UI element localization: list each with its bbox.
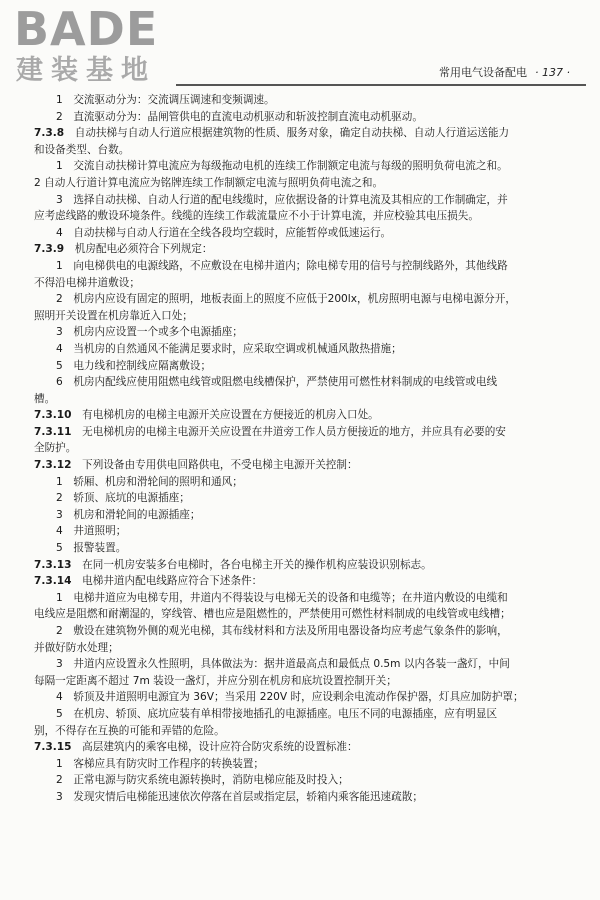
text-line [34,474,582,491]
text-line [34,142,582,159]
text-line [34,109,582,126]
line-text: 自动扶梯与自动人行道应根据建筑物的性质、服务对象，确定自动扶梯、自动人行道运送能力 [64,127,510,140]
clause-number: 7.3.9 [34,243,65,256]
line-text: 1 电梯井道应为电梯专用，井道内不得装设与电梯无关的设备和电缆等；在井道内敷设的电缆和 [56,591,508,604]
line-text: 5 电力线和控制线应隔离敷设； [56,359,212,372]
header-rule [176,84,586,86]
text-line [34,573,582,590]
text-line [34,341,582,358]
text-line [34,490,582,507]
line-text: 别，不得存在互换的可能和弄错的危险。 [34,724,225,737]
line-text: 4 自动扶梯与自动人行道在全线各段均空载时，应能暂停或低速运行。 [56,226,392,239]
text-line [34,391,582,408]
clause-number: 7.3.11 [34,425,72,438]
line-text: 2 正常电源与防灾系统电源转换时，消防电梯应能及时投入； [56,774,349,787]
line-text: 3 选择自动扶梯、自动人行道的配电线缆时，应依据设备的计算电流及其相应的工作制确定，并 [56,193,508,206]
line-text: 电梯井道内配电线路应符合下述条件： [71,575,263,588]
text-line [34,407,582,424]
clause-number: 7.3.14 [34,575,72,588]
line-text: 4 井道照明； [56,525,127,538]
text-line [34,225,582,242]
line-text: 电线应是阻燃和耐潮湿的，穿线管、槽也应是阻燃性的，严禁使用可燃性材料制成的电线管或电线槽； [34,608,511,621]
text-line [34,241,582,258]
text-line [34,308,582,325]
header-section-title: 常用电气设备配电 [439,66,528,79]
text-line [34,424,582,441]
line-text: 5 报警装置。 [56,542,127,555]
text-line [34,208,582,225]
text-line [34,358,582,375]
text-line [34,374,582,391]
line-text: 2 直流驱动分为：晶闸管供电的直流电动机驱动和斩波控制直流电动机驱动。 [56,110,423,123]
line-text: 1 轿厢、机房和滑轮间的照明和通风； [56,475,243,488]
page-number: · 137 · [535,66,570,79]
logo-wordmark: BADE [14,2,159,56]
clause-number: 7.3.15 [34,741,72,754]
text-line [34,258,582,275]
line-text: 6 机房内配线应使用阻燃电线管或阻燃电线槽保护，严禁使用可燃性材料制成的电线管或电线 [56,376,498,389]
line-text: 5 在机房、轿顶、底坑应装有单相带接地插孔的电源插座。电压不同的电源插座，应有明显区 [56,707,498,720]
clause-number: 7.3.8 [34,127,65,140]
line-text: 槽。 [34,392,56,405]
line-text: 2 自动人行道计算电流应为铭牌连续工作制额定电流与照明负荷电流之和。 [34,176,384,189]
text-line [34,523,582,540]
logo-subtitle: 建装基地 [16,55,156,86]
text-line [34,440,582,457]
line-text: 3 机房内应设置一个或多个电源插座； [56,326,243,339]
text-line [34,739,582,756]
document-body [34,92,582,806]
text-line [34,723,582,740]
text-line [34,507,582,524]
text-line [34,457,582,474]
line-text: 下列设备由专用供电回路供电，不受电梯主电源开关控制： [71,459,358,472]
line-text: 3 发现灾情后电梯能迅速依次停落在首层或指定层，轿箱内乘客能迅速疏散； [56,790,423,803]
line-text: 1 交流驱动分为：交流调压调速和变频调速。 [56,94,275,106]
text-line [34,275,582,292]
text-line [34,756,582,773]
line-text: 2 机房内应设有固定的照明，地板表面上的照度不应低于200lx，机房照明电源与电梯电源分开， [56,293,516,306]
text-line [34,789,582,806]
line-text: 并做好防水处理； [34,641,119,654]
line-text: 3 井道内应设置永久性照明，具体做法为：据井道最高点和最低点 0.5m 以内各装一盏灯，中间 [56,658,510,671]
line-text: 和设备类型、台数。 [34,143,130,156]
text-line [34,557,582,574]
line-text: 照明开关设置在机房靠近入口处； [34,309,193,322]
text-line [34,158,582,175]
clause-number: 7.3.13 [34,558,72,571]
text-line [34,324,582,341]
text-line [34,656,582,673]
line-text: 1 客梯应具有防灾时工作程序的转换装置； [56,757,265,770]
text-line [34,540,582,557]
line-text: 无电梯机房的电梯主电源开关应设置在井道旁工作人员方便接近的地方，并应具有必要的安 [71,425,506,438]
text-line [34,640,582,657]
text-line [34,291,582,308]
text-line [34,590,582,607]
clause-number: 7.3.10 [34,409,72,422]
line-text: 高层建筑内的乘客电梯，设计应符合防灾系统的设置标准： [71,741,358,754]
line-text: 1 交流自动扶梯计算电流应为每级拖动电机的连续工作制额定电流与每级的照明负荷电流之和。 [56,160,508,173]
line-text: 全防护。 [34,442,77,455]
text-line [34,706,582,723]
text-line [34,772,582,789]
line-text: 4 轿顶及井道照明电源宜为 36V；当采用 220V 时，应设剩余电流动作保护器，灯具应加防护罩； [56,691,524,704]
line-text: 应考虑线路的敷设环境条件。线缆的连续工作载流量应不小于计算电流，并应校验其电压损失。 [34,210,479,223]
line-text: 不得沿电梯井道敷设； [34,276,140,289]
line-text: 4 当机房的自然通风不能满足要求时，应采取空调或机械通风散热措施； [56,342,402,355]
line-text: 3 机房和滑轮间的电源插座； [56,508,201,521]
text-line [34,192,582,209]
text-line [34,689,582,706]
line-text: 1 向电梯供电的电源线路，不应敷设在电梯井道内；除电梯专用的信号与控制线路外，其他线路 [56,259,508,272]
line-text: 机房配电必须符合下列规定： [64,243,213,256]
brand-logo [14,4,174,90]
text-line [34,175,582,192]
text-line [34,673,582,690]
clause-number: 7.3.12 [34,459,72,472]
line-text: 每隔一定距离不超过 7m 装设一盏灯，并应分别在机房和底坑设置控制开关； [34,674,397,687]
line-text: 在同一机房安装多台电梯时，各台电梯主开关的操作机构应装设识别标志。 [71,558,432,571]
text-line [34,623,582,640]
line-text: 2 敷设在建筑物外侧的观光电梯，其布线材料和方法及所用电器设备均应考虑气象条件的影响， [56,625,508,637]
running-header [439,64,570,80]
text-line [34,92,582,109]
line-text: 2 轿顶、底坑的电源插座； [56,492,190,505]
line-text: 有电梯机房的电梯主电源开关应设置在方便接近的机房入口处。 [71,409,379,422]
text-line [34,606,582,623]
text-line [34,125,582,142]
